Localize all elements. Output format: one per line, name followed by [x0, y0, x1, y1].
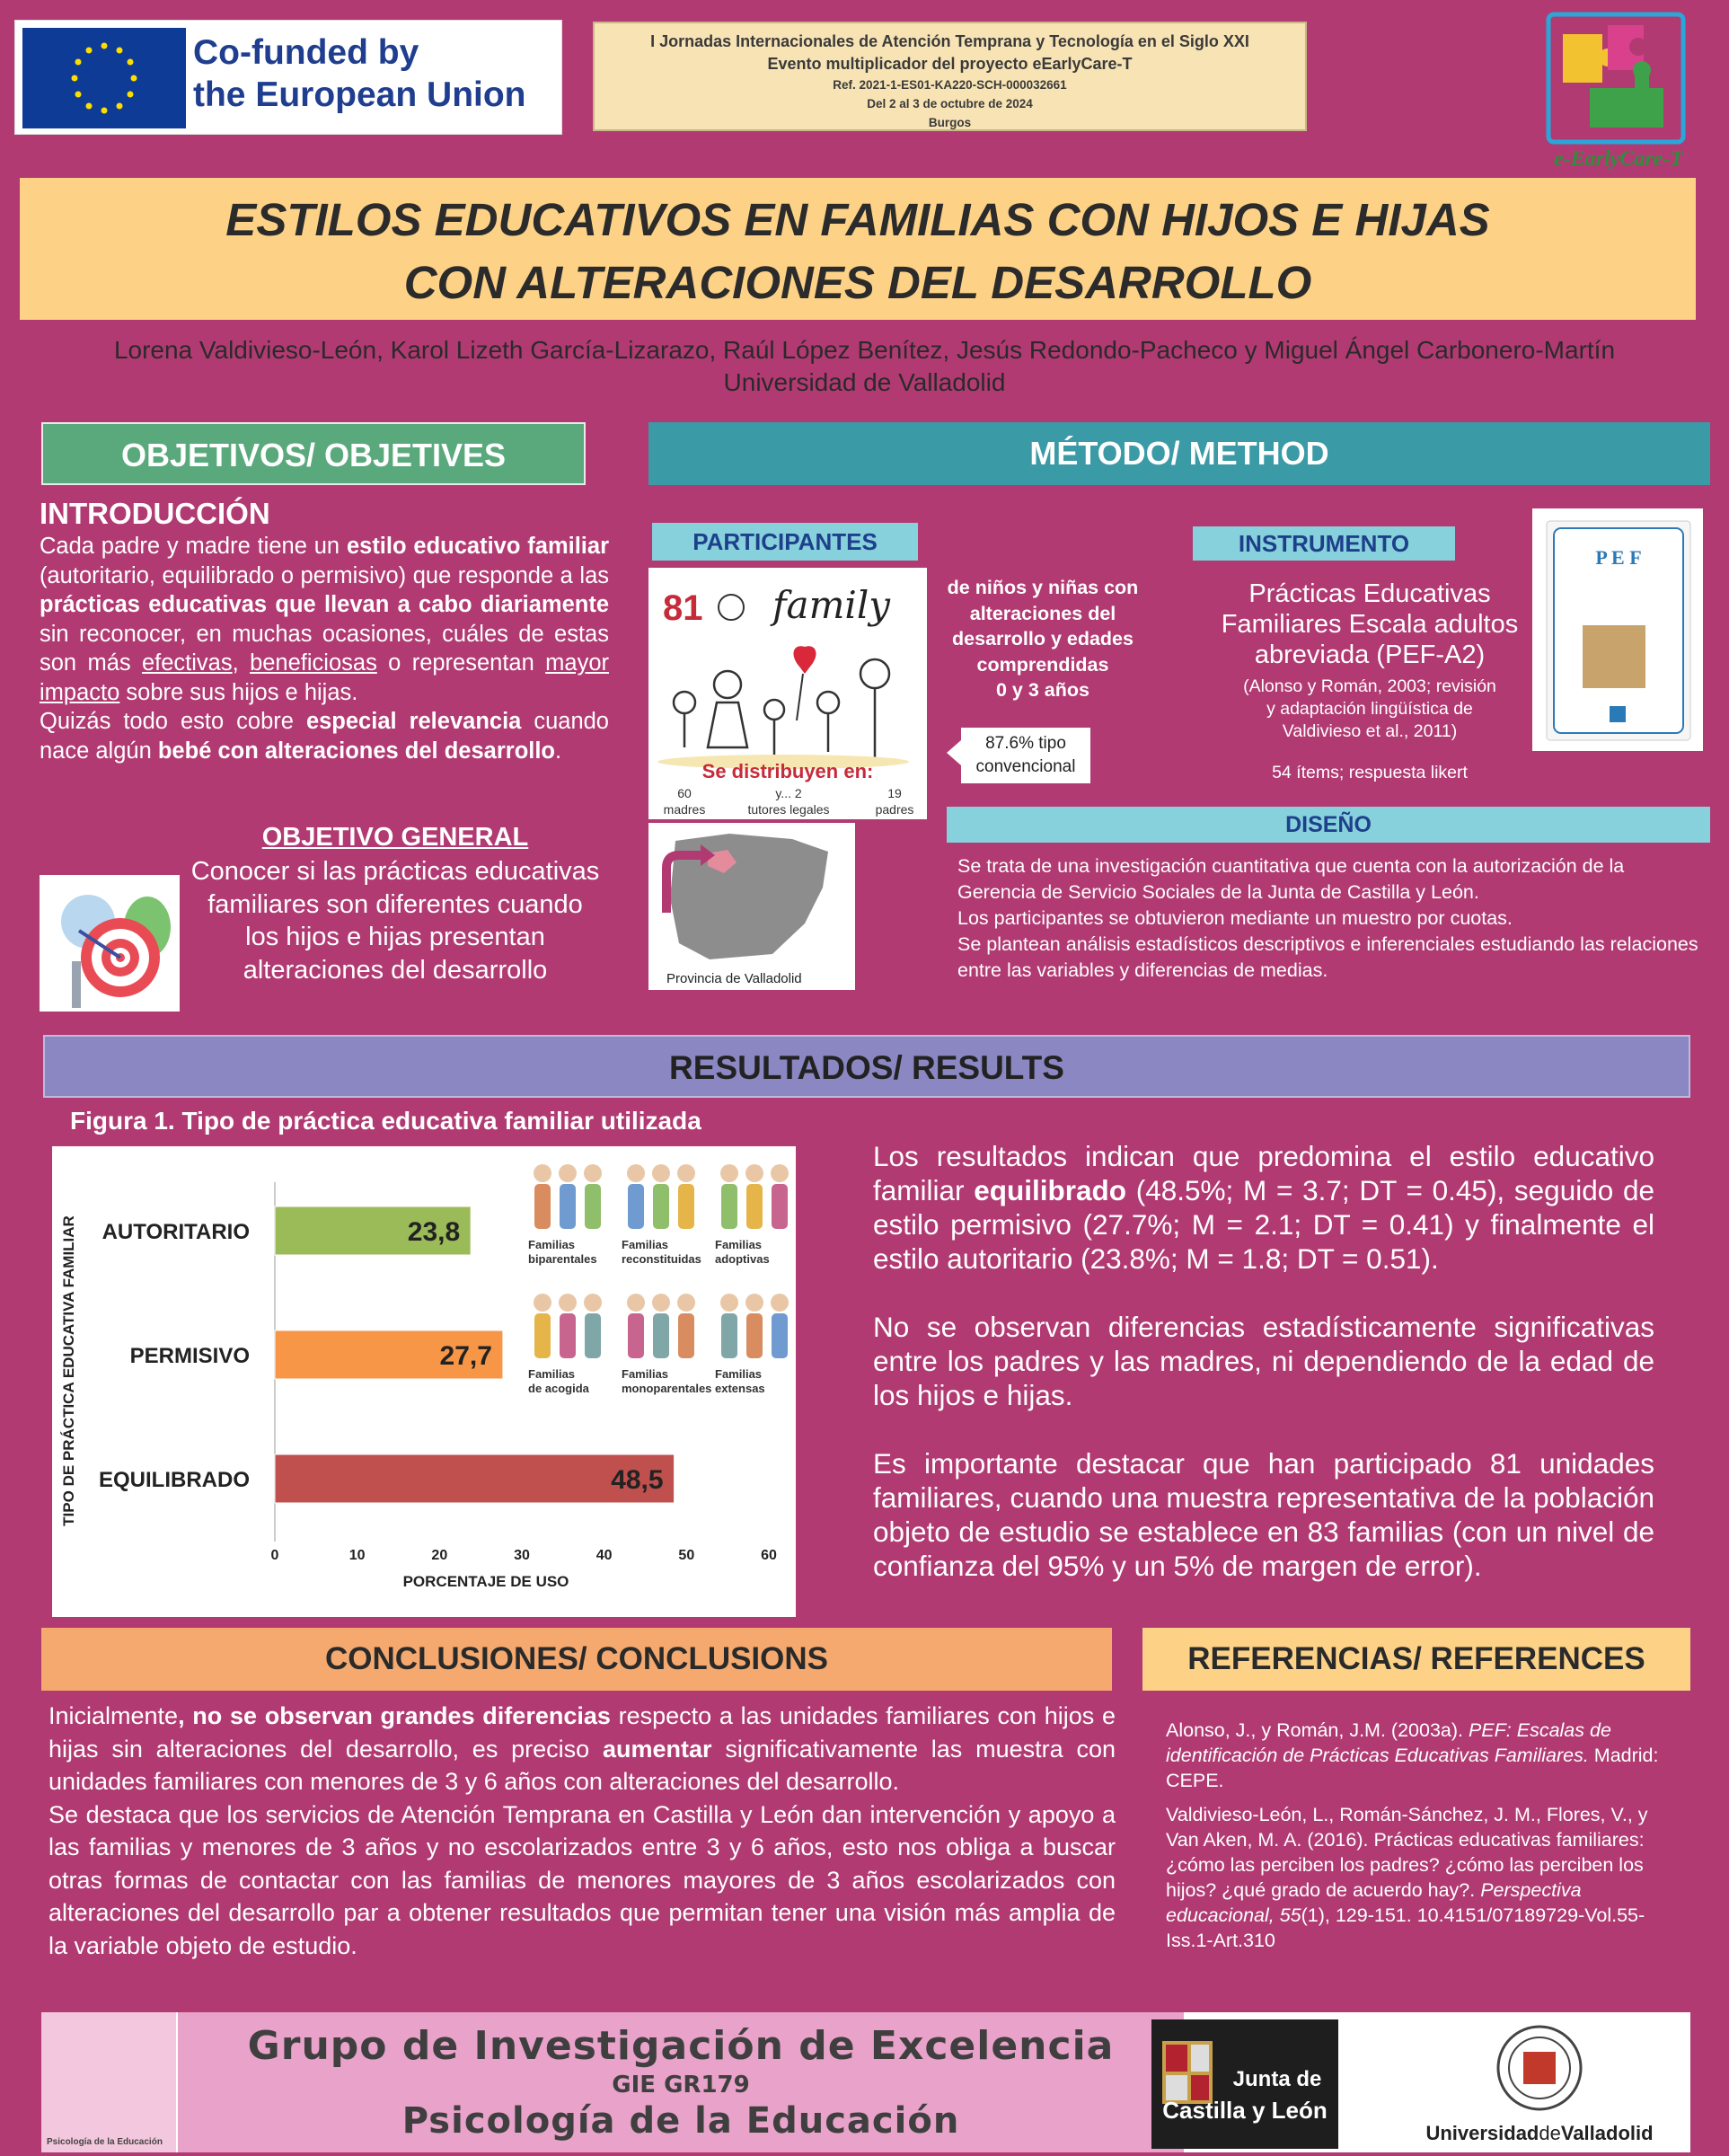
pef-book-cover: [1532, 508, 1703, 751]
family-figure-body: [653, 1313, 669, 1358]
family-figure-body: [678, 1313, 694, 1358]
family-type-label: biparentales: [528, 1252, 597, 1266]
participants-desc-line: alteraciones del: [969, 602, 1116, 624]
participants-desc-line: 0 y 3 años: [996, 679, 1089, 701]
percentage-line-2: convencional: [975, 757, 1076, 776]
title-line-1: ESTILOS EDUCATIVOS EN FAMILIAS CON HIJOS E HIJAS: [225, 194, 1490, 245]
family-word: family: [772, 583, 891, 627]
family-figure-head: [720, 1294, 738, 1312]
family-figure-body: [746, 1313, 763, 1358]
distribution-label: Se distribuyen en:: [701, 760, 874, 782]
logo-text: e-EarlyCare-T: [1554, 147, 1683, 171]
family-figure-body: [585, 1184, 601, 1229]
university: Universidad de Valladolid: [723, 368, 1006, 396]
map-label: Provincia de Valladolid: [666, 971, 802, 986]
reference-item: Alonso, J., y Román, J.M. (2003a). PEF: Escalas de identificación de Prácticas Educativas Familiares. Madrid: CEPE.: [1166, 1719, 1659, 1791]
instrument-name-line: Familiares Escala adultos: [1221, 610, 1519, 639]
results-paragraph-2: No se observan diferencias estadísticamente significativas entre los padres y las madres, ni dependiendo de la edad de los hijos e hijas.: [873, 1311, 1654, 1411]
family-type-label: de acogida: [528, 1382, 589, 1395]
instrument-name-line: Prácticas Educativas: [1248, 579, 1491, 608]
instrument-label: INSTRUMENTO: [1193, 526, 1455, 561]
data-label: 27,7: [439, 1341, 492, 1371]
thumbnail-text: Psicología de la Educación: [47, 2137, 163, 2147]
family-figure-head: [534, 1294, 551, 1312]
references-header: REFERENCIAS/ REFERENCES: [1142, 1628, 1690, 1691]
target-illustration: [40, 875, 180, 1012]
family-figure-head: [534, 1164, 551, 1182]
event-line-1: I Jornadas Internacionales de Atención Temprana y Tecnología en el Siglo XXI: [650, 32, 1249, 50]
family-type-label: Familias: [528, 1367, 576, 1381]
family-type-label: Familias: [622, 1367, 669, 1381]
instrument-name-line: abreviada (PEF-A2): [1254, 641, 1486, 669]
conclusions-text: Inicialmente, no se observan grandes diferencias respecto a las unidades familiares con hijos e hijas sin alteraciones del desarrollo, es preciso aumentar significativamente las muestra con unidades familiares con menores de 3 y 6 años con alteraciones del desarrollo. Se destaca que los servicios de Atención Temprana en Castilla y León dan intervención y apoyo a las familias y menores de 3 años y no escolarizados entre 3 y 6 años, esto nos obliga a buscar otras formas de contactar con las familias de menores mayores de 3 años escolarizados con alteraciones del desarrollo par a obtener resultados que permitan tener una visión más amplia de la variable objeto de estudio.: [49, 1702, 1116, 1959]
fathers-count: 19: [887, 786, 902, 800]
family-type-label: Familias: [528, 1238, 576, 1251]
percentage-line-1: 87.6% tipo: [985, 734, 1066, 753]
mothers-count: 60: [677, 786, 692, 800]
family-figure-body: [560, 1184, 576, 1229]
objective-heading: OBJETIVO GENERAL: [261, 823, 529, 852]
instrument-cite-line: (Alonso y Román, 2003; revisión: [1243, 676, 1496, 696]
eu-funding-logo: [14, 20, 562, 135]
jcyl-line-2: Castilla y León: [1162, 2097, 1328, 2124]
family-figure-head: [652, 1164, 670, 1182]
research-group-banner: [178, 2012, 1184, 2152]
family-figure-body: [678, 1184, 694, 1229]
results-header: RESULTADOS/ RESULTS: [43, 1035, 1690, 1098]
family-figure-body: [628, 1313, 644, 1358]
poster-title: [20, 178, 1696, 320]
family-type-label: Familias: [715, 1238, 763, 1251]
eearlycare-logo: [1538, 5, 1699, 176]
family-type-label: monoparentales: [622, 1382, 712, 1395]
x-tick-label: 0: [270, 1548, 279, 1563]
data-label: 23,8: [407, 1217, 461, 1247]
bar-chart: [52, 1146, 796, 1617]
results-paragraph-1: Los resultados indican que predomina el estilo educativo familiar equilibrado (48.5%; M = 3.7; DT = 0.45), seguido de estilo permisivo (27.7%; M = 2.1; DT = 0.41) y finalmente el estilo autoritario (23.8%; M = 1.8; DT = 0.51).: [873, 1140, 1655, 1275]
reference-item: Valdivieso-León, L., Román-Sánchez, J. M., Flores, V., y Van Aken, M. A. (2016). Prácticas educativas familiares: ¿cómo las perciben los padres? ¿cómo las perciben los hijos? ¿qué grado de acuerdo hay?. Perspectiva educacional, 55(1), 129-151. 10.4151/07189729-Vol.55-Iss.1-Art.310: [1166, 1804, 1648, 1951]
intro-heading: INTRODUCCIÓN: [40, 497, 270, 530]
family-figure-head: [771, 1294, 789, 1312]
uva-logo: [1389, 2012, 1690, 2152]
data-label: 48,5: [611, 1465, 664, 1495]
family-figure-head: [745, 1294, 763, 1312]
objective-text: Conocer si las prácticas educativas familiares son diferentes cuando los hijos e hijas presentan alteraciones del desarrollo: [190, 857, 600, 985]
family-type-label: extensas: [715, 1382, 765, 1395]
event-ref: Ref. 2021-1-ES01-KA220-SCH-000032661: [833, 78, 1067, 92]
eu-text: [193, 31, 552, 116]
results-paragraph-3: Es importante destacar que han participado 81 unidades familiares, cuando una muestra representativa de la población objeto de estudio se establece en 83 familias (con un nivel de confianza del 95% y un 5% de margen de error).: [873, 1447, 1654, 1582]
instrument-citation: [1186, 676, 1554, 743]
participants-desc-line: comprendidas: [976, 653, 1109, 676]
family-figure-body: [721, 1184, 737, 1229]
design-text: [957, 853, 1703, 984]
family-figure-head: [584, 1294, 602, 1312]
family-type-label: Familias: [715, 1367, 763, 1381]
results-text: [873, 1139, 1654, 1617]
family-figure-head: [559, 1294, 577, 1312]
family-type-label: Familias: [622, 1238, 669, 1251]
jcyl-line-1: Junta de: [1232, 2067, 1322, 2091]
participants-desc-line: de niños y niñas con: [947, 577, 1139, 598]
mothers-label: madres: [663, 802, 706, 817]
event-info-box: [593, 22, 1307, 131]
uva-wordmark: UniversidaddeValladolid: [1425, 2122, 1654, 2144]
x-tick-label: 10: [348, 1548, 366, 1563]
instrument-name: [1186, 579, 1554, 670]
objectives-header: OBJETIVOS/ OBJETIVES: [41, 422, 586, 485]
instrument-cite-line: Valdivieso et al., 2011): [1282, 721, 1458, 741]
family-figure-head: [627, 1164, 645, 1182]
callout-pointer: [947, 740, 961, 765]
footer-banner: [41, 2012, 1690, 2152]
design-paragraph: Los participantes se obtuvieron mediante un muestro por cuotas.: [957, 907, 1513, 929]
family-type-label: adoptivas: [715, 1252, 770, 1266]
event-city: Burgos: [928, 116, 972, 129]
design-paragraph: Se trata de una investigación cuantitativa que cuenta con la autorización de la Gerencia de Servicio Sociales de la Junta de Castilla y León.: [957, 855, 1625, 903]
eu-text-line-1: Co-funded by: [193, 33, 419, 72]
family-figure-body: [628, 1184, 644, 1229]
family-figure-body: [560, 1313, 576, 1358]
eu-text-line-2: the European Union: [193, 75, 526, 114]
authors-block: [0, 334, 1729, 399]
results-chart: [52, 1146, 796, 1617]
y-axis-label: TIPO DE PRÁCTICA EDUCATIVA FAMILIAR: [60, 1215, 77, 1526]
family-figure-head: [652, 1294, 670, 1312]
group-line-3: Psicología de la Educación: [401, 2100, 960, 2142]
instrument-cite-line: y adaptación lingüística de: [1266, 699, 1473, 719]
x-tick-label: 60: [761, 1548, 777, 1563]
design-paragraph: Se plantean análisis estadísticos descriptivos e inferenciales estudiando las relaciones entre las variables y diferencias de medias.: [957, 933, 1698, 981]
group-book-thumbnail: [41, 2012, 176, 2152]
family-type-label: reconstituidas: [622, 1252, 701, 1266]
method-header: MÉTODO/ METHOD: [648, 422, 1710, 485]
intro-text: Cada padre y madre tiene un estilo educativo familiar (autoritario, equilibrado o permisivo) que responde a las prácticas educativas que llevan a cabo diariamente sin reconocer, en muchas ocasiones, cuáles de estas son más efectivas, beneficiosas o representan mayor impacto sobre sus hijos e hijas. Quizás todo esto cobre especial relevancia cuando nace algún bebé con alteraciones del desarrollo.: [40, 534, 609, 764]
fathers-label: padres: [875, 802, 914, 817]
category-label: PERMISIVO: [129, 1344, 250, 1368]
family-figure-head: [677, 1164, 695, 1182]
family-figure-body: [772, 1313, 788, 1358]
participants-count: 81: [663, 588, 703, 628]
spain-map: [648, 823, 855, 990]
participants-description: [934, 575, 1151, 703]
x-tick-label: 40: [595, 1548, 613, 1563]
x-tick-label: 50: [678, 1548, 695, 1563]
tutors-label: tutores legales: [747, 802, 830, 817]
event-line-2: Evento multiplicador del proyecto eEarlyCare-T: [767, 55, 1133, 73]
family-figure-body: [653, 1184, 669, 1229]
family-figure-head: [720, 1164, 738, 1182]
x-axis-label: PORCENTAJE DE USO: [402, 1573, 569, 1590]
percentage-callout: [961, 728, 1090, 783]
family-figure-head: [627, 1294, 645, 1312]
tutors-count: y... 2: [775, 786, 802, 800]
event-dates: Del 2 al 3 de octubre de 2024: [867, 97, 1033, 110]
conclusions-header: CONCLUSIONES/ CONCLUSIONS: [41, 1628, 1112, 1691]
category-label: EQUILIBRADO: [99, 1468, 250, 1492]
family-figure-head: [677, 1294, 695, 1312]
book-title: P E F: [1595, 546, 1642, 569]
title-line-2: CON ALTERACIONES DEL DESARROLLO: [403, 257, 1312, 308]
family-figure-head: [745, 1164, 763, 1182]
instrument-items: 54 ítems; respuesta likert: [1272, 763, 1468, 782]
family-figure-body: [772, 1184, 788, 1229]
family-figure-head: [559, 1164, 577, 1182]
references-list: [1166, 1718, 1671, 1962]
family-figure-body: [585, 1313, 601, 1358]
family-figure-head: [771, 1164, 789, 1182]
family-figure-body: [746, 1184, 763, 1229]
family-figure-body: [721, 1313, 737, 1358]
authors: Lorena Valdivieso-León, Karol Lizeth García-Lizarazo, Raúl López Benítez, Jesús Redondo-Pacheco y Miguel Ángel Carbonero-Martín: [113, 336, 1616, 364]
junta-castilla-leon-logo: [1151, 2019, 1338, 2149]
x-tick-label: 30: [514, 1548, 530, 1563]
family-figure-head: [584, 1164, 602, 1182]
family-figure-body: [534, 1313, 551, 1358]
group-line-1: Grupo de Investigación de Excelencia: [247, 2023, 1115, 2069]
category-label: AUTORITARIO: [101, 1220, 250, 1244]
participants-label: PARTICIPANTES: [652, 523, 918, 561]
family-illustration: [648, 568, 927, 819]
figure-caption: Figura 1. Tipo de práctica educativa familiar utilizada: [70, 1107, 701, 1135]
family-figure-body: [534, 1184, 551, 1229]
participants-desc-line: desarrollo y edades: [952, 628, 1134, 649]
design-label: DISEÑO: [947, 807, 1710, 843]
group-line-2: GIE GR179: [612, 2072, 750, 2099]
eu-flag-icon: [22, 28, 186, 128]
x-tick-label: 20: [431, 1548, 448, 1563]
